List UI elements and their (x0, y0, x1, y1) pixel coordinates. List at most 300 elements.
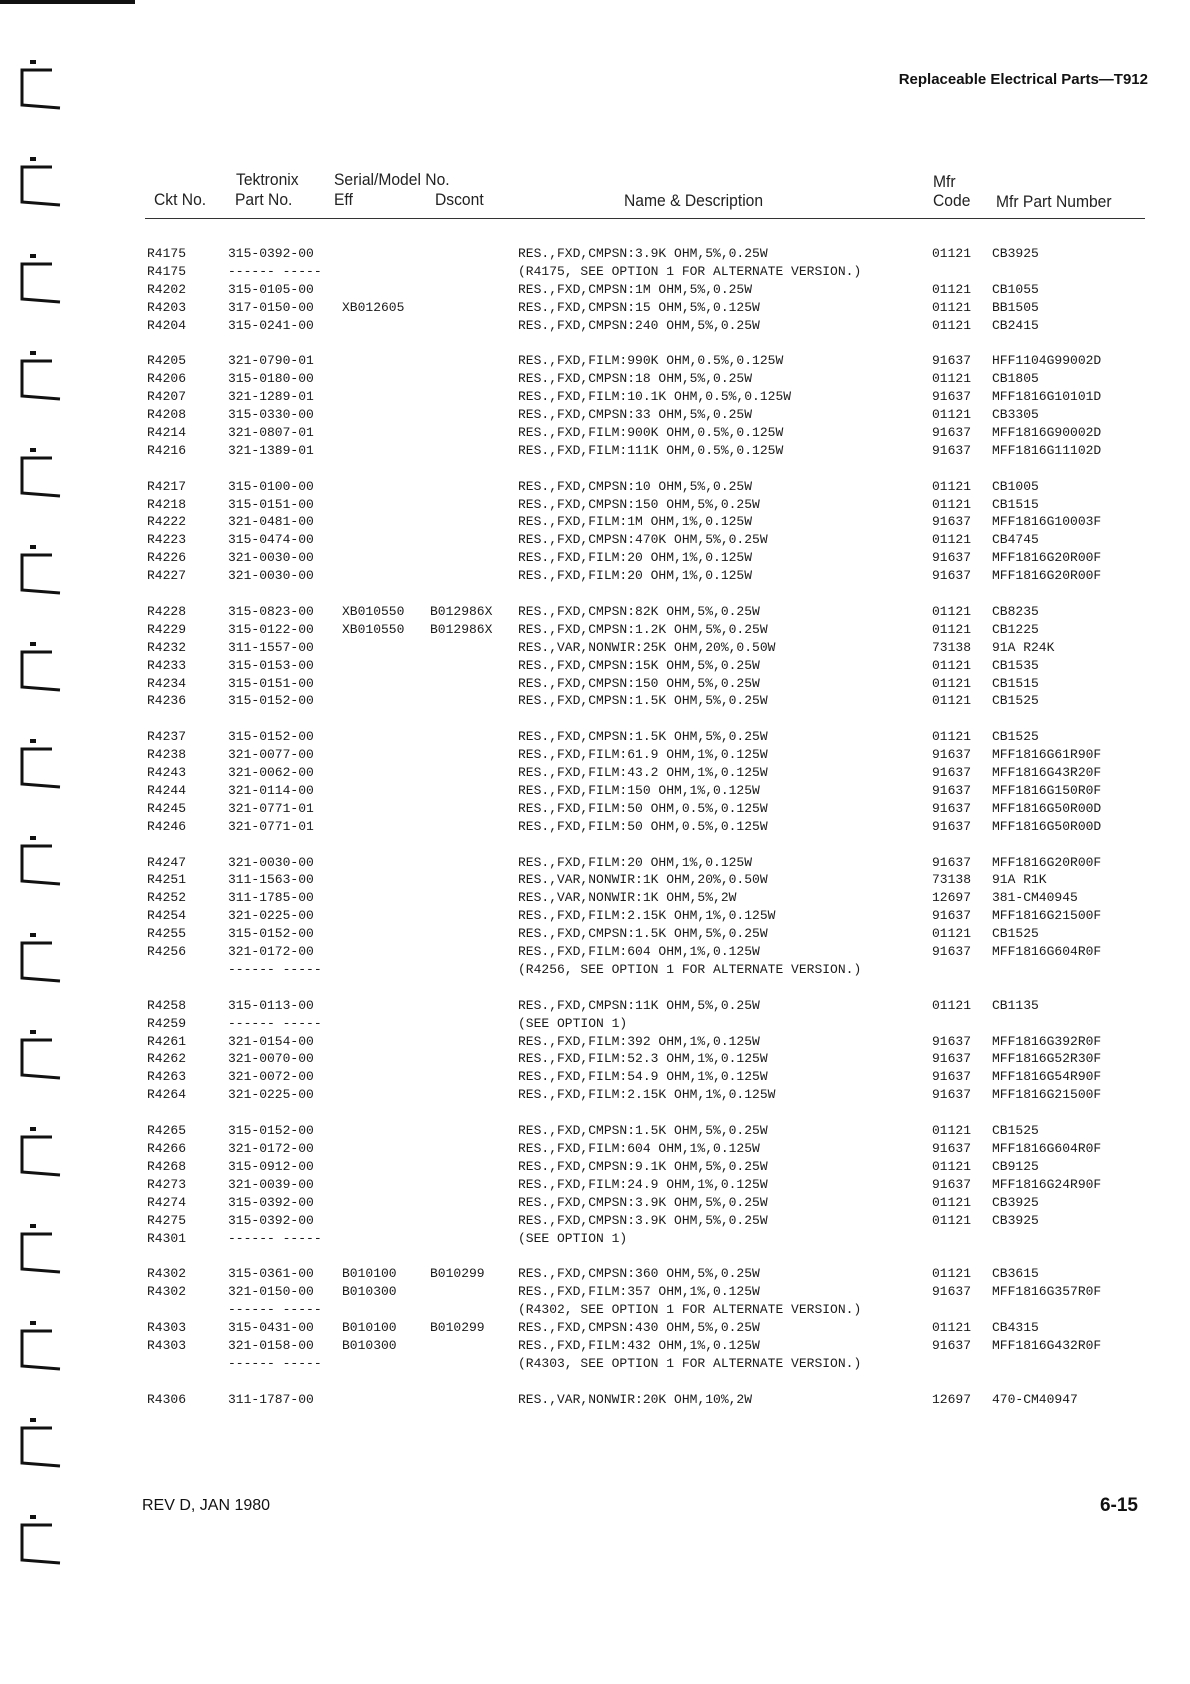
mfr-part-number-cell: CB1525 (992, 1123, 1039, 1138)
col-mfr-label: Mfr (933, 172, 956, 191)
mfr-code-cell: 01121 (932, 371, 972, 386)
table-row (0, 889, 1190, 907)
table-row (0, 961, 1190, 979)
description-cell: RES.,FXD,FILM:432 OHM,1%,0.125W (518, 1338, 760, 1353)
table-row (0, 692, 1190, 710)
col-dscont: Dscont (435, 190, 484, 209)
mfr-code-cell: 12697 (932, 1392, 972, 1407)
ckt-no-cell: R4222 (147, 514, 187, 529)
description-cell: RES.,FXD,CMPSN:1M OHM,5%,0.25W (518, 282, 753, 297)
mfr-part-number-cell: 91A R24K (992, 640, 1055, 655)
col-ckt-no: Ckt No. (154, 190, 207, 209)
table-row (0, 424, 1190, 442)
table-row (0, 513, 1190, 531)
table-row (0, 1194, 1190, 1212)
description-cell: (R4175, SEE OPTION 1 FOR ALTERNATE VERSION.) (518, 264, 862, 279)
mfr-code-cell: 91637 (932, 819, 972, 834)
mfr-code-cell: 91637 (932, 389, 972, 404)
table-row (0, 1319, 1190, 1337)
revision-date: REV D, JAN 1980 (142, 1497, 271, 1514)
ckt-no-cell: R4245 (147, 801, 187, 816)
ckt-no-cell: R4204 (147, 318, 187, 333)
mfr-part-number-cell: CB1225 (992, 622, 1039, 637)
eff-serial-cell: B010300 (342, 1338, 397, 1353)
part-no-cell: ------ ----- (228, 962, 322, 977)
part-no-cell: 315-0392-00 (228, 1213, 314, 1228)
mfr-code-cell: 91637 (932, 425, 972, 440)
description-cell: RES.,FXD,CMPSN:11K OHM,5%,0.25W (518, 998, 760, 1013)
mfr-part-number-cell: MFF1816G52R30F (992, 1051, 1102, 1066)
eff-serial-cell: XB010550 (342, 622, 405, 637)
ckt-no-cell: R4258 (147, 998, 187, 1013)
part-no-cell: 321-0062-00 (228, 765, 314, 780)
mfr-part-number-cell: CB3925 (992, 1213, 1039, 1228)
col-tektronix-label: Tektronix (236, 170, 299, 189)
part-no-cell: 315-0330-00 (228, 407, 314, 422)
part-no-cell: 321-0077-00 (228, 747, 314, 762)
table-row (0, 800, 1190, 818)
table-row (0, 871, 1190, 889)
page-header-title: Replaceable Electrical Parts—T912 (898, 71, 1148, 88)
table-row (0, 1050, 1190, 1068)
description-cell: RES.,FXD,FILM:50 OHM,0.5%,0.125W (518, 819, 768, 834)
part-no-cell: 315-0474-00 (228, 532, 314, 547)
mfr-code-cell: 91637 (932, 443, 972, 458)
description-cell: (R4256, SEE OPTION 1 FOR ALTERNATE VERSION.) (518, 962, 862, 977)
binding-dot-mark (30, 157, 36, 161)
table-row (0, 1355, 1190, 1373)
mfr-part-number-cell: MFF1816G10101D (992, 389, 1102, 404)
description-cell: RES.,VAR,NONWIR:1K OHM,5%,2W (518, 890, 737, 905)
dscont-serial-cell: B010299 (430, 1266, 485, 1281)
mfr-code-cell: 01121 (932, 604, 972, 619)
table-row (0, 675, 1190, 693)
ckt-no-cell: R4273 (147, 1177, 187, 1192)
mfr-code-cell: 01121 (932, 676, 972, 691)
description-cell: RES.,FXD,FILM:50 OHM,0.5%,0.125W (518, 801, 768, 816)
mfr-part-number-cell: MFF1816G20R00F (992, 855, 1102, 870)
description-cell: RES.,FXD,CMPSN:15 OHM,5%,0.125W (518, 300, 760, 315)
part-no-cell: 321-0172-00 (228, 1141, 314, 1156)
mfr-code-cell: 91637 (932, 783, 972, 798)
mfr-part-number-cell: CB3615 (992, 1266, 1039, 1281)
mfr-part-number-cell: MFF1816G61R90F (992, 747, 1102, 762)
table-row (0, 388, 1190, 406)
description-cell: (R4302, SEE OPTION 1 FOR ALTERNATE VERSION.) (518, 1302, 862, 1317)
part-no-cell: 315-0100-00 (228, 479, 314, 494)
ckt-no-cell: R4223 (147, 532, 187, 547)
ckt-no-cell: R4244 (147, 783, 187, 798)
binding-bracket-mark (22, 70, 60, 108)
table-row (0, 1283, 1190, 1301)
ckt-no-cell: R4226 (147, 550, 187, 565)
part-no-cell: 321-0114-00 (228, 783, 314, 798)
mfr-code-cell: 91637 (932, 1034, 972, 1049)
table-row (0, 818, 1190, 836)
mfr-part-number-cell: CB1005 (992, 479, 1039, 494)
mfr-part-number-cell: MFF1816G392R0F (992, 1034, 1102, 1049)
description-cell: RES.,FXD,FILM:10.1K OHM,0.5%,0.125W (518, 389, 792, 404)
description-cell: RES.,FXD,FILM:990K OHM,0.5%,0.125W (518, 353, 784, 368)
ckt-no-cell: R4205 (147, 353, 187, 368)
ckt-no-cell: R4206 (147, 371, 187, 386)
table-row (0, 1301, 1190, 1319)
description-cell: RES.,FXD,CMPSN:360 OHM,5%,0.25W (518, 1266, 760, 1281)
ckt-no-cell: R4214 (147, 425, 187, 440)
mfr-code-cell: 01121 (932, 1123, 972, 1138)
part-no-cell: 315-0180-00 (228, 371, 314, 386)
part-no-cell: 321-0150-00 (228, 1284, 314, 1299)
col-eff: Eff (334, 190, 353, 209)
table-row (0, 1176, 1190, 1194)
ckt-no-cell: R4227 (147, 568, 187, 583)
ckt-no-cell: R4303 (147, 1338, 187, 1353)
ckt-no-cell: R4175 (147, 246, 187, 261)
mfr-code-cell: 01121 (932, 1213, 972, 1228)
table-row (0, 782, 1190, 800)
description-cell: RES.,FXD,FILM:1M OHM,1%,0.125W (518, 514, 753, 529)
part-no-cell: 311-1563-00 (228, 872, 314, 887)
col-serial-label: Serial/Model No. (334, 170, 450, 189)
table-row (0, 1122, 1190, 1140)
mfr-code-cell: 01121 (932, 300, 972, 315)
description-cell: RES.,FXD,CMPSN:150 OHM,5%,0.25W (518, 497, 760, 512)
description-cell: RES.,FXD,FILM:52.3 OHM,1%,0.125W (518, 1051, 768, 1066)
part-no-cell: ------ ----- (228, 1302, 322, 1317)
ckt-no-cell: R4301 (147, 1231, 187, 1246)
mfr-part-number-cell: MFF1816G21500F (992, 1087, 1102, 1102)
binding-bracket-mark (22, 1428, 60, 1466)
description-cell: RES.,FXD,FILM:20 OHM,1%,0.125W (518, 568, 753, 583)
description-cell: RES.,FXD,CMPSN:3.9K OHM,5%,0.25W (518, 1213, 768, 1228)
description-cell: RES.,FXD,CMPSN:82K OHM,5%,0.25W (518, 604, 760, 619)
description-cell: RES.,FXD,CMPSN:1.5K OHM,5%,0.25W (518, 926, 768, 941)
dscont-serial-cell: B012986X (430, 604, 493, 619)
part-no-cell: 315-0152-00 (228, 926, 314, 941)
description-cell: RES.,FXD,CMPSN:9.1K OHM,5%,0.25W (518, 1159, 768, 1174)
mfr-part-number-cell: MFF1816G50R00D (992, 801, 1102, 816)
ckt-no-cell: R4229 (147, 622, 187, 637)
mfr-code-cell: 01121 (932, 246, 972, 261)
mfr-part-number-cell: HFF1104G99002D (992, 353, 1102, 368)
mfr-part-number-cell: CB4745 (992, 532, 1039, 547)
description-cell: (SEE OPTION 1) (518, 1231, 628, 1246)
ckt-no-cell: R4306 (147, 1392, 187, 1407)
mfr-part-number-cell: BB1505 (992, 300, 1039, 315)
mfr-part-number-cell: CB4315 (992, 1320, 1039, 1335)
ckt-no-cell: R4203 (147, 300, 187, 315)
table-row (0, 621, 1190, 639)
mfr-code-cell: 01121 (932, 1195, 972, 1210)
table-row (0, 1265, 1190, 1283)
mfr-code-cell: 01121 (932, 282, 972, 297)
mfr-code-cell: 01121 (932, 926, 972, 941)
mfr-code-cell: 01121 (932, 1159, 972, 1174)
mfr-part-number-cell: MFF1816G20R00F (992, 568, 1102, 583)
part-no-cell: ------ ----- (228, 1231, 322, 1246)
table-row (0, 943, 1190, 961)
mfr-code-cell: 01121 (932, 479, 972, 494)
part-no-cell: 315-0152-00 (228, 729, 314, 744)
mfr-code-cell: 01121 (932, 658, 972, 673)
part-no-cell: 321-0481-00 (228, 514, 314, 529)
part-no-cell: 315-0151-00 (228, 676, 314, 691)
col-mfr-part-number: Mfr Part Number (996, 192, 1112, 211)
ckt-no-cell: R4207 (147, 389, 187, 404)
mfr-part-number-cell: CB1805 (992, 371, 1039, 386)
mfr-code-cell: 01121 (932, 998, 972, 1013)
part-no-cell: 315-0105-00 (228, 282, 314, 297)
ckt-no-cell: R4254 (147, 908, 187, 923)
part-no-cell: 315-0361-00 (228, 1266, 314, 1281)
ckt-no-cell: R4218 (147, 497, 187, 512)
mfr-part-number-cell: MFF1816G50R00D (992, 819, 1102, 834)
mfr-part-number-cell: CB8235 (992, 604, 1039, 619)
part-no-cell: 321-0771-01 (228, 801, 314, 816)
ckt-no-cell: R4247 (147, 855, 187, 870)
description-cell: RES.,FXD,FILM:604 OHM,1%,0.125W (518, 1141, 760, 1156)
part-no-cell: 321-0030-00 (228, 568, 314, 583)
mfr-part-number-cell: 91A R1K (992, 872, 1047, 887)
description-cell: RES.,FXD,CMPSN:1.2K OHM,5%,0.25W (518, 622, 768, 637)
part-no-cell: 321-0072-00 (228, 1069, 314, 1084)
mfr-part-number-cell: MFF1816G43R20F (992, 765, 1102, 780)
mfr-part-number-cell: CB1135 (992, 998, 1039, 1013)
mfr-code-cell: 91637 (932, 1177, 972, 1192)
part-no-cell: 315-0113-00 (228, 998, 314, 1013)
mfr-part-number-cell: CB1535 (992, 658, 1039, 673)
part-no-cell: 315-0431-00 (228, 1320, 314, 1335)
mfr-part-number-cell: MFF1816G10003F (992, 514, 1102, 529)
mfr-part-number-cell: MFF1816G20R00F (992, 550, 1102, 565)
table-row (0, 281, 1190, 299)
part-no-cell: 321-0225-00 (228, 1087, 314, 1102)
mfr-code-cell: 91637 (932, 514, 972, 529)
mfr-part-number-cell: CB3305 (992, 407, 1039, 422)
part-no-cell: ------ ----- (228, 264, 322, 279)
mfr-code-cell: 01121 (932, 622, 972, 637)
part-no-cell: 311-1787-00 (228, 1392, 314, 1407)
part-no-cell: ------ ----- (228, 1356, 322, 1371)
table-row (0, 1068, 1190, 1086)
part-no-cell: 315-0153-00 (228, 658, 314, 673)
mfr-part-number-cell: MFF1816G54R90F (992, 1069, 1102, 1084)
description-cell: RES.,FXD,CMPSN:10 OHM,5%,0.25W (518, 479, 753, 494)
description-cell: RES.,FXD,CMPSN:1.5K OHM,5%,0.25W (518, 729, 768, 744)
table-row (0, 728, 1190, 746)
mfr-part-number-cell: MFF1816G357R0F (992, 1284, 1102, 1299)
description-cell: RES.,VAR,NONWIR:1K OHM,20%,0.50W (518, 872, 768, 887)
table-row (0, 496, 1190, 514)
description-cell: RES.,VAR,NONWIR:25K OHM,20%,0.50W (518, 640, 776, 655)
mfr-part-number-cell: CB1515 (992, 676, 1039, 691)
mfr-part-number-cell: CB3925 (992, 246, 1039, 261)
eff-serial-cell: XB012605 (342, 300, 405, 315)
part-no-cell: 321-0030-00 (228, 550, 314, 565)
ckt-no-cell: R4302 (147, 1284, 187, 1299)
part-no-cell: 315-0241-00 (228, 318, 314, 333)
table-row (0, 1337, 1190, 1355)
mfr-part-number-cell: MFF1816G21500F (992, 908, 1102, 923)
mfr-code-cell: 01121 (932, 407, 972, 422)
description-cell: RES.,FXD,FILM:2.15K OHM,1%,0.125W (518, 908, 776, 923)
table-row (0, 603, 1190, 621)
table-row (0, 1158, 1190, 1176)
ckt-no-cell: R4266 (147, 1141, 187, 1156)
mfr-part-number-cell: CB1525 (992, 729, 1039, 744)
description-cell: RES.,FXD,CMPSN:33 OHM,5%,0.25W (518, 407, 753, 422)
mfr-part-number-cell: CB1525 (992, 926, 1039, 941)
dscont-serial-cell: B012986X (430, 622, 493, 637)
mfr-code-cell: 91637 (932, 550, 972, 565)
part-no-cell: 321-0225-00 (228, 908, 314, 923)
table-row (0, 997, 1190, 1015)
description-cell: RES.,FXD,FILM:2.15K OHM,1%,0.125W (518, 1087, 776, 1102)
mfr-code-cell: 01121 (932, 1266, 972, 1281)
description-cell: RES.,FXD,CMPSN:150 OHM,5%,0.25W (518, 676, 760, 691)
mfr-code-cell: 91637 (932, 801, 972, 816)
ckt-no-cell: R4233 (147, 658, 187, 673)
part-no-cell: 321-0790-01 (228, 353, 314, 368)
ckt-no-cell: R4238 (147, 747, 187, 762)
description-cell: RES.,FXD,FILM:20 OHM,1%,0.125W (518, 550, 753, 565)
part-no-cell: 321-1289-01 (228, 389, 314, 404)
description-cell: RES.,FXD,CMPSN:3.9K OHM,5%,0.25W (518, 246, 768, 261)
description-cell: (SEE OPTION 1) (518, 1016, 628, 1031)
table-row (0, 1391, 1190, 1409)
mfr-code-cell: 91637 (932, 1284, 972, 1299)
mfr-code-cell: 91637 (932, 908, 972, 923)
description-cell: RES.,FXD,FILM:61.9 OHM,1%,0.125W (518, 747, 768, 762)
ckt-no-cell: R4202 (147, 282, 187, 297)
mfr-code-cell: 91637 (932, 1051, 972, 1066)
ckt-no-cell: R4265 (147, 1123, 187, 1138)
part-no-cell: 321-0070-00 (228, 1051, 314, 1066)
table-row (0, 1015, 1190, 1033)
binding-dot-mark (30, 836, 36, 840)
eff-serial-cell: B010300 (342, 1284, 397, 1299)
ckt-no-cell: R4251 (147, 872, 187, 887)
mfr-part-number-cell: MFF1816G150R0F (992, 783, 1102, 798)
part-no-cell: 315-0392-00 (228, 1195, 314, 1210)
part-no-cell: 315-0152-00 (228, 693, 314, 708)
mfr-code-cell: 01121 (932, 532, 972, 547)
table-row (0, 854, 1190, 872)
ckt-no-cell: R4268 (147, 1159, 187, 1174)
mfr-part-number-cell: MFF1816G24R90F (992, 1177, 1102, 1192)
part-no-cell: 321-0172-00 (228, 944, 314, 959)
part-no-cell: 315-0152-00 (228, 1123, 314, 1138)
part-no-cell: 315-0151-00 (228, 497, 314, 512)
table-row (0, 317, 1190, 335)
page-number: 6-15 (1099, 1495, 1138, 1516)
ckt-no-cell: R4262 (147, 1051, 187, 1066)
description-cell: RES.,FXD,FILM:111K OHM,0.5%,0.125W (518, 443, 784, 458)
table-row (0, 1212, 1190, 1230)
mfr-part-number-cell: CB9125 (992, 1159, 1039, 1174)
description-cell: RES.,VAR,NONWIR:20K OHM,10%,2W (518, 1392, 753, 1407)
ckt-no-cell: R4302 (147, 1266, 187, 1281)
mfr-part-number-cell: CB2415 (992, 318, 1039, 333)
description-cell: RES.,FXD,CMPSN:3.9K OHM,5%,0.25W (518, 1195, 768, 1210)
mfr-code-cell: 91637 (932, 353, 972, 368)
ckt-no-cell: R4256 (147, 944, 187, 959)
mfr-part-number-cell: CB1055 (992, 282, 1039, 297)
table-row (0, 352, 1190, 370)
part-no-cell: 321-1389-01 (228, 443, 314, 458)
description-cell: RES.,FXD,FILM:357 OHM,1%,0.125W (518, 1284, 760, 1299)
mfr-code-cell: 91637 (932, 568, 972, 583)
mfr-code-cell: 91637 (932, 855, 972, 870)
table-row (0, 263, 1190, 281)
part-no-cell: 321-0154-00 (228, 1034, 314, 1049)
mfr-code-cell: 01121 (932, 729, 972, 744)
mfr-part-number-cell: 381-CM40945 (992, 890, 1078, 905)
binding-bracket-mark (22, 167, 60, 205)
ckt-no-cell: R4234 (147, 676, 187, 691)
mfr-code-cell: 12697 (932, 890, 972, 905)
table-row (0, 549, 1190, 567)
mfr-part-number-cell: 470-CM40947 (992, 1392, 1078, 1407)
description-cell: RES.,FXD,FILM:20 OHM,1%,0.125W (518, 855, 753, 870)
binding-dot-mark (30, 1515, 36, 1519)
description-cell: RES.,FXD,FILM:900K OHM,0.5%,0.125W (518, 425, 784, 440)
table-row (0, 746, 1190, 764)
mfr-code-cell: 01121 (932, 1320, 972, 1335)
binding-dot-mark (30, 1418, 36, 1422)
mfr-code-cell: 01121 (932, 693, 972, 708)
mfr-code-cell: 91637 (932, 1069, 972, 1084)
description-cell: RES.,FXD,CMPSN:430 OHM,5%,0.25W (518, 1320, 760, 1335)
part-no-cell: 315-0912-00 (228, 1159, 314, 1174)
ckt-no-cell: R4217 (147, 479, 187, 494)
ckt-no-cell: R4274 (147, 1195, 187, 1210)
table-row (0, 478, 1190, 496)
col-code: Code (933, 191, 971, 210)
ckt-no-cell: R4303 (147, 1320, 187, 1335)
description-cell: RES.,FXD,CMPSN:1.5K OHM,5%,0.25W (518, 693, 768, 708)
eff-serial-cell: B010100 (342, 1320, 397, 1335)
table-row (0, 299, 1190, 317)
description-cell: RES.,FXD,FILM:54.9 OHM,1%,0.125W (518, 1069, 768, 1084)
description-cell: RES.,FXD,CMPSN:240 OHM,5%,0.25W (518, 318, 760, 333)
description-cell: RES.,FXD,FILM:150 OHM,1%,0.125W (518, 783, 760, 798)
mfr-part-number-cell: CB1525 (992, 693, 1039, 708)
mfr-code-cell: 91637 (932, 747, 972, 762)
mfr-part-number-cell: MFF1816G604R0F (992, 944, 1102, 959)
ckt-no-cell: R4228 (147, 604, 187, 619)
mfr-code-cell: 91637 (932, 765, 972, 780)
ckt-no-cell: R4216 (147, 443, 187, 458)
table-row (0, 1033, 1190, 1051)
description-cell: RES.,FXD,FILM:392 OHM,1%,0.125W (518, 1034, 760, 1049)
ckt-no-cell: R4246 (147, 819, 187, 834)
description-cell: RES.,FXD,FILM:24.9 OHM,1%,0.125W (518, 1177, 768, 1192)
table-row (0, 370, 1190, 388)
part-no-cell: 321-0039-00 (228, 1177, 314, 1192)
table-row (0, 442, 1190, 460)
eff-serial-cell: XB010550 (342, 604, 405, 619)
table-row (0, 657, 1190, 675)
binding-bracket-mark (22, 1525, 60, 1563)
description-cell: (R4303, SEE OPTION 1 FOR ALTERNATE VERSION.) (518, 1356, 862, 1371)
part-no-cell: 311-1557-00 (228, 640, 314, 655)
description-cell: RES.,FXD,CMPSN:15K OHM,5%,0.25W (518, 658, 760, 673)
mfr-part-number-cell: CB3925 (992, 1195, 1039, 1210)
mfr-code-cell: 91637 (932, 1338, 972, 1353)
ckt-no-cell: R4208 (147, 407, 187, 422)
mfr-code-cell: 91637 (932, 1141, 972, 1156)
